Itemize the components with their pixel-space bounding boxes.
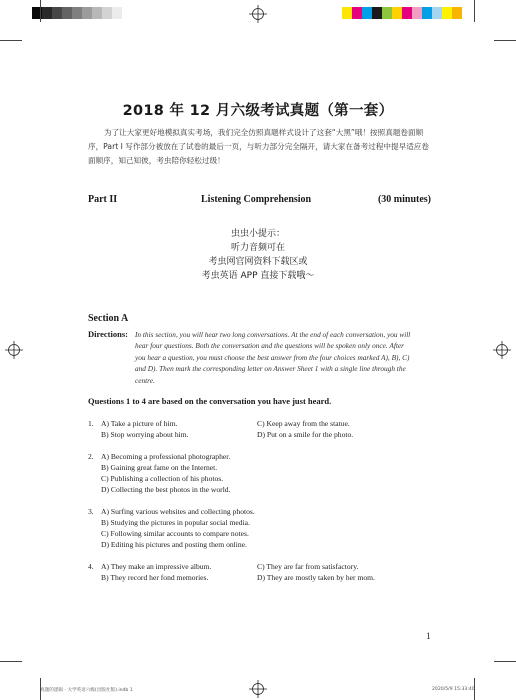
color-swatch: [342, 7, 352, 19]
page-title: 2018 年 12 月六级考试真题（第一套）: [122, 103, 394, 119]
option-d: D) They are mostly taken by her mom.: [257, 573, 375, 582]
gray-swatch: [82, 7, 92, 19]
footer-timestamp: 2020/5/9 15:33:40: [432, 687, 475, 692]
option-c: C) They are far from satisfactory.: [257, 562, 359, 571]
crop-line: [0, 40, 22, 41]
option-d: D) Put on a smile for the photo.: [257, 430, 354, 439]
part-time: (30 minutes): [377, 194, 431, 205]
directions-line: In this section, you will hear two long conversations. At the end of each conversation, you will: [135, 330, 411, 339]
option-a: A) Becoming a professional photographer.: [101, 452, 231, 461]
gray-swatch: [72, 7, 82, 19]
color-calibration-bar: [342, 7, 462, 19]
directions-label: Directions:: [88, 329, 128, 339]
directions-line: hear four questions. Both the conversation and the questions will be spoken only once. After: [135, 341, 405, 351]
gray-swatch: [112, 7, 122, 19]
gray-swatch: [92, 7, 102, 19]
color-swatch: [382, 7, 392, 19]
option-a: A) Take a picture of him.: [101, 419, 178, 428]
crop-line: [0, 661, 22, 662]
option-a: A) They make an impressive album.: [101, 562, 212, 571]
gray-swatch: [42, 7, 52, 19]
color-swatch: [452, 7, 462, 19]
crop-line: [40, 0, 41, 22]
tip-line: 听力音频可在: [230, 243, 285, 253]
question-number: 1.: [88, 419, 94, 428]
color-swatch: [402, 7, 412, 19]
color-swatch: [372, 7, 382, 19]
option-b: B) Gaining great fame on the Internet.: [101, 463, 218, 472]
option-b: B) They record her fond memories.: [101, 573, 209, 582]
gray-swatch: [62, 7, 72, 19]
gray-swatch: [52, 7, 62, 19]
registration-mark-icon: [249, 680, 267, 698]
question-number: 4.: [88, 562, 94, 571]
tip-line: 考虫英语 APP 直接下载哦～: [201, 271, 315, 281]
directions-line: and D). Then mark the corresponding letter on Answer Sheet 1 with a single line through the: [135, 364, 406, 374]
tip-line: 考虫网官网资料下载区或: [208, 257, 308, 267]
option-a: A) Surfing various websites and collecting photos.: [101, 507, 255, 516]
part-number: Part II: [88, 194, 118, 205]
directions-text: [135, 329, 433, 386]
option-b: B) Studying the pictures in popular social media.: [101, 518, 250, 527]
registration-mark-icon: [493, 341, 511, 359]
questions-heading: Questions 1 to 4 are based on the conversation you have just heard.: [88, 396, 332, 406]
crop-line: [474, 0, 475, 22]
registration-mark-icon: [249, 5, 267, 23]
tip-line: 虫虫小提示：: [230, 229, 285, 239]
option-d: D) Collecting the best photos in the world.: [101, 485, 231, 494]
crop-line: [494, 40, 516, 41]
directions-line: centre.: [135, 375, 155, 385]
color-swatch: [362, 7, 372, 19]
option-c: C) Keep away from the statue.: [257, 419, 350, 428]
color-swatch: [412, 7, 422, 19]
color-swatch: [352, 7, 362, 19]
option-c: C) Following similar accounts to compare notes.: [101, 529, 249, 538]
directions-line: you hear a question, you must choose the best answer from the four choices marked A), B), C): [135, 352, 410, 362]
option-c: C) Publishing a collection of his photos.: [101, 474, 224, 483]
section-heading: Section A: [88, 313, 129, 324]
color-swatch: [422, 7, 432, 19]
page-number: 1: [426, 631, 431, 641]
gray-swatch: [102, 7, 112, 19]
color-swatch: [442, 7, 452, 19]
option-b: B) Stop worrying about him.: [101, 430, 189, 439]
registration-mark-icon: [5, 341, 23, 359]
crop-line: [494, 661, 516, 662]
color-swatch: [432, 7, 442, 19]
question-number: 2.: [88, 452, 94, 461]
footer-filename: 真题的逻辑 · 大学英语六级(出版社版).indb 1: [40, 688, 133, 693]
gray-calibration-bar: [32, 7, 122, 19]
option-d: D) Editing his pictures and posting them online.: [101, 540, 247, 549]
part-name: Listening Comprehension: [201, 194, 312, 205]
color-swatch: [392, 7, 402, 19]
intro-paragraph: 为了让大家更好地模拟真实考场，我们完全仿照真题样式设计了这套“大黑”哦！按照真题卷面顺序，Part I 写作部分被放在了试卷的最后一页，与听力部分完全隔开，请大家在备考过程中提早适应卷面顺序，知己知彼，考虫陪你轻松过级！: [88, 128, 429, 165]
question-number: 3.: [88, 507, 94, 516]
